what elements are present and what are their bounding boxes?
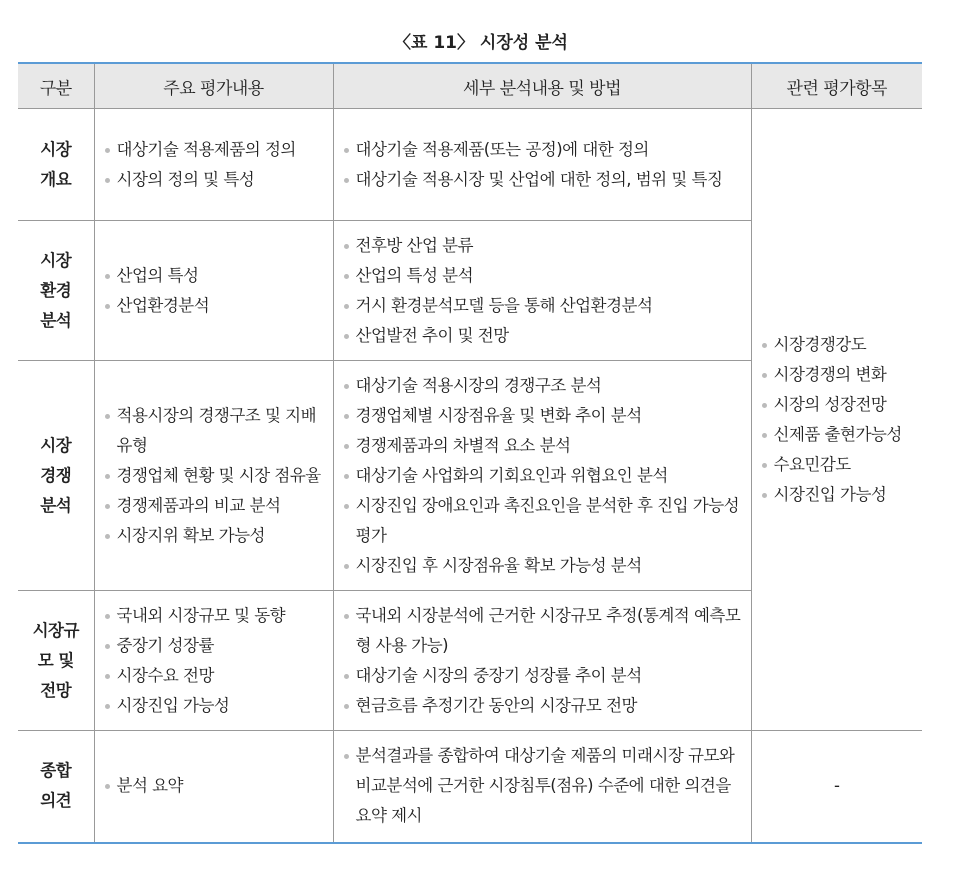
bullet-list: [103, 601, 325, 721]
list-item: 신제품 출현가능성: [760, 420, 915, 450]
header-main: 주요 평가내용: [94, 63, 333, 109]
detail-cell: [333, 109, 751, 221]
table-row: [18, 109, 922, 221]
list-item: 대상기술 시장의 중장기 성장률 추이 분석: [342, 661, 743, 691]
related-cell: [751, 109, 922, 731]
main-cell: [94, 109, 333, 221]
bullet-list: [342, 231, 743, 351]
list-item: 대상기술 사업화의 기회요인과 위협요인 분석: [342, 461, 743, 491]
list-item: 경쟁업체별 시장점유율 및 변화 추이 분석: [342, 401, 743, 431]
list-item: 경쟁제품과의 차별적 요소 분석: [342, 431, 743, 461]
bullet-list: [342, 371, 743, 581]
list-item: 국내외 시장규모 및 동향: [103, 601, 325, 631]
list-item: 대상기술 적용제품(또는 공정)에 대한 정의: [342, 135, 743, 165]
list-item: 시장의 정의 및 특성: [103, 165, 325, 195]
detail-cell: [333, 221, 751, 361]
list-item: 국내외 시장분석에 근거한 시장규모 추정(통계적 예측모형 사용 가능): [342, 601, 743, 661]
bullet-list: [103, 135, 325, 195]
bullet-list: [342, 601, 743, 721]
list-item: 시장진입 장애요인과 촉진요인을 분석한 후 진입 가능성 평가: [342, 491, 743, 551]
list-item: 분석결과를 종합하여 대상기술 제품의 미래시장 규모와 비교분석에 근거한 시장침투(점유) 수준에 대한 의견을 요약 제시: [342, 741, 743, 831]
list-item: 대상기술 적용시장 및 산업에 대한 정의, 범위 및 특징: [342, 165, 743, 195]
list-item: 중장기 성장률: [103, 631, 325, 661]
bullet-list: [342, 135, 743, 195]
header-related: 관련 평가항목: [751, 63, 922, 109]
related-cell: -: [751, 731, 922, 843]
table-row: [18, 731, 922, 843]
list-item: 대상기술 적용시장의 경쟁구조 분석: [342, 371, 743, 401]
list-item: 시장진입 가능성: [103, 691, 325, 721]
list-item: 시장수요 전망: [103, 661, 325, 691]
main-cell: [94, 591, 333, 731]
category-cell: 종합 의견: [18, 731, 94, 843]
list-item: 분석 요약: [103, 771, 325, 801]
bullet-list: [103, 401, 325, 551]
list-item: 시장경쟁강도: [760, 330, 915, 360]
list-item: 산업의 특성 분석: [342, 261, 743, 291]
list-item: 경쟁업체 현황 및 시장 점유율: [103, 461, 325, 491]
category-cell: 시장 경쟁 분석: [18, 361, 94, 591]
list-item: 시장진입 가능성: [760, 480, 915, 510]
detail-cell: [333, 361, 751, 591]
table-title: 〈표 11〉 시장성 분석: [394, 33, 568, 53]
list-item: 시장지위 확보 가능성: [103, 521, 325, 551]
header-detail: 세부 분석내용 및 방법: [333, 63, 751, 109]
category-cell: 시장규 모 및 전망: [18, 591, 94, 731]
bullet-list: [342, 741, 743, 831]
list-item: 전후방 산업 분류: [342, 231, 743, 261]
list-item: 적용시장의 경쟁구조 및 지배유형: [103, 401, 325, 461]
header-category: 구분: [18, 63, 94, 109]
main-cell: [94, 731, 333, 843]
list-item: 대상기술 적용제품의 정의: [103, 135, 325, 165]
list-item: 시장경쟁의 변화: [760, 360, 915, 390]
bullet-list: [103, 771, 325, 801]
list-item: 시장진입 후 시장점유율 확보 가능성 분석: [342, 551, 743, 581]
main-cell: [94, 221, 333, 361]
detail-cell: [333, 591, 751, 731]
category-cell: 시장 환경 분석: [18, 221, 94, 361]
detail-cell: [333, 731, 751, 843]
list-item: 산업의 특성: [103, 261, 325, 291]
main-cell: [94, 361, 333, 591]
list-item: 산업발전 추이 및 전망: [342, 321, 743, 351]
list-item: 경쟁제품과의 비교 분석: [103, 491, 325, 521]
list-item: 산업환경분석: [103, 291, 325, 321]
market-analysis-table: [18, 62, 922, 844]
list-item: 수요민감도: [760, 450, 915, 480]
bullet-list: [760, 330, 915, 510]
bullet-list: [103, 261, 325, 321]
category-cell: 시장 개요: [18, 109, 94, 221]
list-item: 시장의 성장전망: [760, 390, 915, 420]
list-item: 현금흐름 추정기간 동안의 시장규모 전망: [342, 691, 743, 721]
list-item: 거시 환경분석모델 등을 통해 산업환경분석: [342, 291, 743, 321]
header-row: [18, 63, 922, 109]
